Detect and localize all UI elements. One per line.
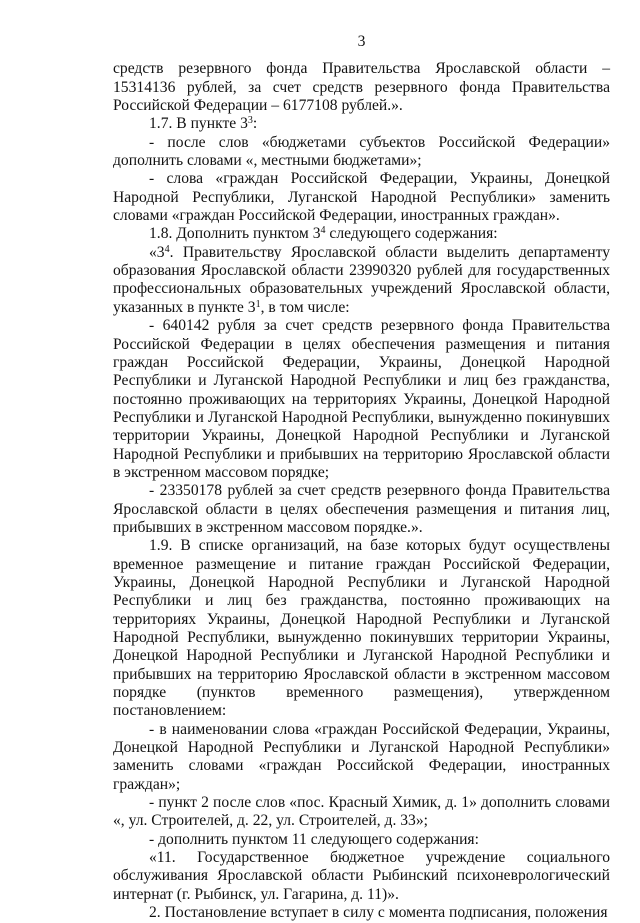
paragraph-text: - 23350178 рублей за счет средств резервного фонда Правительства Ярославской области в целях обеспечения размещения и питания лиц, прибывших в экстренном массовом порядке.».	[113, 482, 610, 536]
paragraph-text: средств резервного фонда Правительства Ярославской области – 15314136 рублей, за счет средств резервного фонда Правительства Российской Федерации – 6177108 рублей.».	[113, 60, 610, 115]
superscript: 3	[247, 115, 253, 127]
paragraph	[113, 225, 610, 243]
paragraph-text: :	[252, 115, 258, 133]
superscript: 4	[164, 243, 170, 255]
paragraph	[113, 134, 610, 171]
paragraph	[113, 849, 610, 904]
superscript: 1	[255, 298, 261, 310]
paragraph-text: следующего содержания:	[325, 225, 498, 243]
paragraph-text: , в том числе:	[260, 298, 350, 316]
page-number: 3	[357, 33, 366, 50]
paragraph	[113, 244, 610, 317]
paragraph	[113, 721, 610, 794]
paragraph-text: - после слов «бюджетами субъектов Российской Федерации» дополнить словами «, местными бюджетами»;	[113, 133, 610, 170]
paragraph-text: - в наименовании слова «граждан Российской Федерации, Украины, Донецкой Народной Республики и Луганской Народной Республики» заменить словами «граждан Российской Федерации, иностранных граждан»;	[113, 720, 610, 793]
paragraph-text: «3	[149, 243, 165, 261]
paragraph	[113, 537, 610, 720]
paragraph-text: - 640142 рубля за счет средств резервного фонда Правительства Российской Федерации в целях обеспечения размещения и питания граждан Российской Федерации, Украины, Донецкой Народной Республики и Луганской Народной Республики и лиц без гражданства, постоянно проживающих на территориях Украины, Донецкой Народной Республики и Луганской Народной Республики, вынужденно покинувших территории Украины, Донецкой Народной Республики и Луганской Народной Республики и прибывших на территорию Ярославской области в экстренном массовом порядке;	[113, 317, 610, 481]
paragraph-text: 2. Постановление вступает в силу с момента подписания, положения	[149, 904, 608, 922]
paragraph	[113, 170, 610, 225]
paragraph	[113, 831, 610, 849]
paragraph-text: «11. Государственное бюджетное учреждение социального обслуживания Ярославской области Рыбинский психоневрологический интернат (г. Рыбинск, ул. Гагарина, д. 11)».	[113, 849, 610, 903]
document-body	[113, 60, 610, 922]
paragraph-text: - слова «граждан Российской Федерации, Украины, Донецкой Народной Республики, Луганской Народной Республики» заменить словами «граждан Российской Федерации, иностранных граждан».	[113, 170, 610, 225]
paragraph	[113, 60, 610, 115]
paragraph	[113, 904, 610, 922]
paragraph	[113, 794, 610, 831]
paragraph-text: 1.9. В списке организаций, на базе которых будут осуществлены временное размещение и питание граждан Российской Федерации, Украины, Донецкой Народной Республики и Луганской Народной Республики и лиц без гражданства, постоянно проживающих на территориях Украины, Донецкой Народной Республики и Луганской Народной Республики, вынужденно покинувших территории Украины, Донецкой Народной Республики и Луганской Народной Республики и прибывших на территорию Ярославской области в экстренном массовом порядке (пунктов временного размещения), утвержденном постановлением:	[113, 537, 610, 720]
superscript: 4	[320, 225, 326, 237]
paragraph-text: 1.7. В пункте 3	[149, 115, 248, 133]
paragraph-text: - пункт 2 после слов «пос. Красный Химик, д. 1» дополнить словами «, ул. Строителей, д. 22, ул. Строителей, д. 33»;	[113, 794, 610, 830]
paragraph	[113, 115, 610, 133]
paragraph-text: . Правительству Ярославской области выделить департаменту образования Ярославской области 23990320 рублей для государственных профессиональных образовательных учреждений Ярославской области, указанных в пункте 3	[113, 243, 610, 316]
paragraph-text: 1.8. Дополнить пунктом 3	[149, 225, 321, 243]
paragraph-text: - дополнить пунктом 11 следующего содержания:	[149, 830, 479, 848]
paragraph	[113, 482, 610, 537]
paragraph	[113, 317, 610, 482]
